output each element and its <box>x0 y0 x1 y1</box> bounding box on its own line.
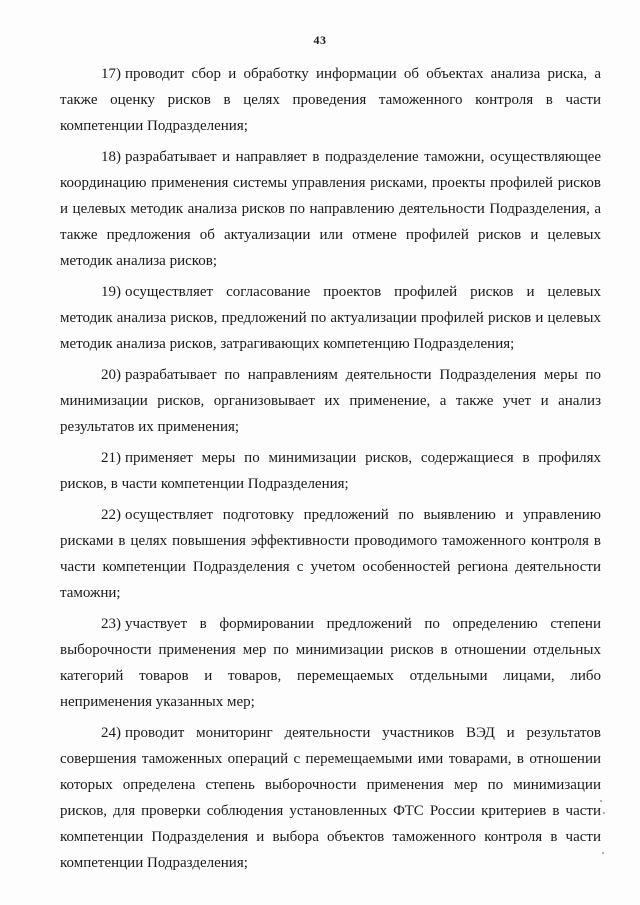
item-number: 23) <box>101 616 121 632</box>
item-number: 24) <box>101 725 121 741</box>
list-item <box>60 362 601 440</box>
scan-speck <box>603 812 605 814</box>
list-item <box>60 144 601 274</box>
item-number: 21) <box>101 450 121 466</box>
scan-speck <box>600 800 602 802</box>
list-item <box>60 445 601 497</box>
list-item <box>60 61 601 139</box>
list-item <box>60 279 601 357</box>
item-text: применяет меры по минимизации рисков, содержащиеся в профилях рисков, в части компетенции Подразделения; <box>60 450 601 492</box>
list-item <box>60 720 601 876</box>
item-text: проводит сбор и обработку информации об объектах анализа риска, а также оценку рисков в целях проведения таможенного контроля в части компетенции Подразделения; <box>60 66 601 134</box>
item-text: проводит мониторинг деятельности участников ВЭД и результатов совершения таможенных операций с перемещаемыми ими товарами, в отношении которых определена степень выборочности применения мер по минимизации рисков, для проверки соблюдения установленных ФТС России критериев в части компетенции Подразделения и выбора объектов таможенного контроля в части компетенции Подразделения; <box>60 725 601 871</box>
item-text: осуществляет подготовку предложений по выявлению и управлению рисками в целях повышения эффективности проводимого таможенного контроля в части компетенции Подразделения с учетом особенностей региона деятельности таможни; <box>60 507 601 601</box>
item-number: 17) <box>101 66 121 82</box>
item-number: 19) <box>101 284 121 300</box>
item-number: 20) <box>101 367 121 383</box>
item-text: участвует в формировании предложений по определению степени выборочности применения мер по минимизации рисков в отношении отдельных категорий товаров и товаров, перемещаемых отдельными лицами, либо неприменения указанных мер; <box>60 616 601 710</box>
list-item <box>60 502 601 606</box>
page-number: 43 <box>313 33 327 47</box>
document-body <box>60 61 601 881</box>
item-number: 18) <box>101 149 121 165</box>
item-number: 22) <box>101 507 121 523</box>
item-text: разрабатывает и направляет в подразделение таможни, осуществляющее координацию применения системы управления рисками, проекты профилей рисков и целевых методик анализа рисков по направлению деятельности Подразделения, а также предложения об актуализации или отмене профилей рисков и целевых методик анализа рисков; <box>60 149 601 269</box>
list-item <box>60 611 601 715</box>
item-text: осуществляет согласование проектов профилей рисков и целевых методик анализа рисков, предложений по актуализации профилей рисков и целевых методик анализа рисков, затрагивающих компетенцию Подразделения; <box>60 284 601 352</box>
item-text: разрабатывает по направлениям деятельности Подразделения меры по минимизации рисков, организовывает их применение, а также учет и анализ результатов их применения; <box>60 367 601 435</box>
scan-speck <box>602 852 604 854</box>
